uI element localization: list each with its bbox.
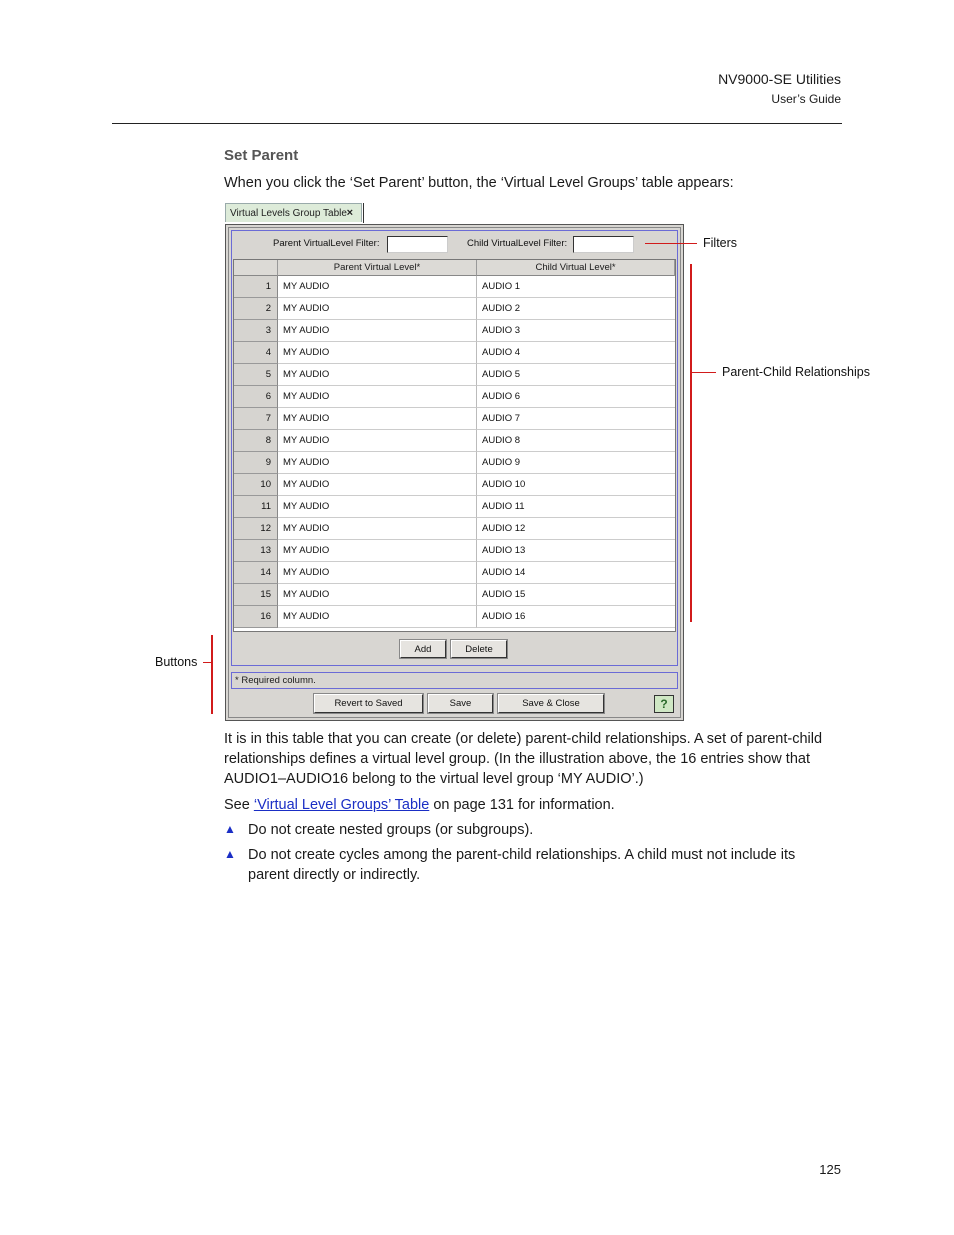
intro-text: When you click the ‘Set Parent’ button, the ‘Virtual Level Groups’ table appears: bbox=[224, 175, 734, 191]
child-cell[interactable]: AUDIO 9 bbox=[477, 452, 675, 474]
required-note: * Required column. bbox=[231, 672, 678, 689]
page-number: 125 bbox=[819, 1162, 841, 1177]
section-title: Set Parent bbox=[224, 147, 299, 164]
header-rule bbox=[112, 123, 842, 124]
row-number[interactable]: 16 bbox=[234, 606, 278, 628]
parent-cell[interactable]: MY AUDIO bbox=[278, 518, 477, 540]
parent-cell[interactable]: MY AUDIO bbox=[278, 584, 477, 606]
parent-cell[interactable]: MY AUDIO bbox=[278, 298, 477, 320]
parent-cell[interactable]: MY AUDIO bbox=[278, 408, 477, 430]
row-number[interactable]: 9 bbox=[234, 452, 278, 474]
bullet-triangle-icon: ▲ bbox=[224, 847, 236, 861]
document-subtitle: User’s Guide bbox=[771, 92, 841, 106]
tab-virtual-levels-group-table[interactable] bbox=[225, 203, 362, 222]
save-button[interactable]: Save bbox=[428, 694, 493, 713]
delete-button[interactable]: Delete bbox=[451, 640, 507, 658]
row-number[interactable]: 5 bbox=[234, 364, 278, 386]
see-reference bbox=[224, 795, 615, 815]
row-number[interactable]: 8 bbox=[234, 430, 278, 452]
relationships-callout-line bbox=[692, 372, 716, 373]
child-cell[interactable]: AUDIO 1 bbox=[477, 276, 675, 298]
child-cell[interactable]: AUDIO 4 bbox=[477, 342, 675, 364]
row-number[interactable]: 13 bbox=[234, 540, 278, 562]
child-cell[interactable]: AUDIO 7 bbox=[477, 408, 675, 430]
relationship-table bbox=[233, 259, 676, 632]
revert-to-saved-button[interactable]: Revert to Saved bbox=[314, 694, 423, 713]
bullet-item: Do not create cycles among the parent-child relationships. A child must not include its parent directly or indirectly. bbox=[248, 847, 796, 883]
parent-cell[interactable]: MY AUDIO bbox=[278, 496, 477, 518]
child-cell[interactable]: AUDIO 15 bbox=[477, 584, 675, 606]
relationships-bracket bbox=[690, 264, 692, 622]
child-cell[interactable]: AUDIO 2 bbox=[477, 298, 675, 320]
parent-cell[interactable]: MY AUDIO bbox=[278, 606, 477, 628]
row-number[interactable]: 15 bbox=[234, 584, 278, 606]
buttons-bracket bbox=[211, 635, 213, 714]
close-icon[interactable]: × bbox=[346, 207, 353, 219]
child-cell[interactable]: AUDIO 10 bbox=[477, 474, 675, 496]
row-number[interactable]: 10 bbox=[234, 474, 278, 496]
child-column-header[interactable]: Child Virtual Level* bbox=[477, 260, 675, 276]
child-cell[interactable]: AUDIO 5 bbox=[477, 364, 675, 386]
add-button[interactable]: Add bbox=[400, 640, 446, 658]
parent-cell[interactable]: MY AUDIO bbox=[278, 386, 477, 408]
child-filter-input[interactable] bbox=[573, 236, 634, 253]
parent-cell[interactable]: MY AUDIO bbox=[278, 540, 477, 562]
child-cell[interactable]: AUDIO 6 bbox=[477, 386, 675, 408]
parent-cell[interactable]: MY AUDIO bbox=[278, 430, 477, 452]
child-cell[interactable]: AUDIO 12 bbox=[477, 518, 675, 540]
parent-cell[interactable]: MY AUDIO bbox=[278, 474, 477, 496]
row-number-header bbox=[234, 260, 278, 276]
parent-filter-input[interactable] bbox=[387, 236, 448, 253]
child-cell[interactable]: AUDIO 11 bbox=[477, 496, 675, 518]
virtual-level-groups-link[interactable]: ‘Virtual Level Groups’ Table bbox=[253, 797, 430, 813]
row-number[interactable]: 14 bbox=[234, 562, 278, 584]
child-cell[interactable]: AUDIO 14 bbox=[477, 562, 675, 584]
bullet-triangle-icon: ▲ bbox=[224, 822, 236, 836]
parent-cell[interactable]: MY AUDIO bbox=[278, 342, 477, 364]
help-icon[interactable]: ? bbox=[654, 695, 674, 713]
parent-cell[interactable]: MY AUDIO bbox=[278, 320, 477, 342]
row-number[interactable]: 2 bbox=[234, 298, 278, 320]
buttons-callout: Buttons bbox=[155, 655, 198, 669]
document-title: NV9000-SE Utilities bbox=[718, 71, 841, 87]
child-cell[interactable]: AUDIO 16 bbox=[477, 606, 675, 628]
row-number[interactable]: 6 bbox=[234, 386, 278, 408]
row-number[interactable]: 12 bbox=[234, 518, 278, 540]
buttons-callout-line bbox=[203, 662, 211, 663]
tab-label: Virtual Levels Group Table bbox=[230, 208, 347, 219]
child-cell[interactable]: AUDIO 8 bbox=[477, 430, 675, 452]
row-number[interactable]: 1 bbox=[234, 276, 278, 298]
row-number[interactable]: 7 bbox=[234, 408, 278, 430]
save-close-button[interactable]: Save & Close bbox=[498, 694, 604, 713]
parent-cell[interactable]: MY AUDIO bbox=[278, 562, 477, 584]
child-cell[interactable]: AUDIO 3 bbox=[477, 320, 675, 342]
filters-callout: Filters bbox=[703, 236, 738, 250]
tab-edge bbox=[363, 203, 364, 223]
row-number[interactable]: 11 bbox=[234, 496, 278, 518]
filters-callout-line bbox=[645, 243, 697, 244]
see-prefix: See bbox=[224, 797, 254, 813]
relationships-callout: Parent-Child Relationships bbox=[722, 365, 870, 379]
parent-cell[interactable]: MY AUDIO bbox=[278, 452, 477, 474]
see-suffix: on page 131 for information. bbox=[429, 797, 615, 813]
child-filter-label: Child VirtualLevel Filter: bbox=[467, 238, 568, 249]
parent-column-header[interactable]: Parent Virtual Level* bbox=[278, 260, 477, 276]
bullet-item: Do not create nested groups (or subgroups). bbox=[248, 822, 534, 838]
row-number[interactable]: 3 bbox=[234, 320, 278, 342]
parent-filter-label: Parent VirtualLevel Filter: bbox=[273, 238, 380, 249]
row-number[interactable]: 4 bbox=[234, 342, 278, 364]
parent-cell[interactable]: MY AUDIO bbox=[278, 364, 477, 386]
body-paragraph: It is in this table that you can create (or delete) parent-child relationships. A set of parent-child relationships defines a virtual level group. (In the illustration above, the 16 entries show that AUDIO1–AUDIO16 belong to the virtual level group ‘MY AUDIO’.) bbox=[224, 731, 823, 787]
parent-cell[interactable]: MY AUDIO bbox=[278, 276, 477, 298]
child-cell[interactable]: AUDIO 13 bbox=[477, 540, 675, 562]
